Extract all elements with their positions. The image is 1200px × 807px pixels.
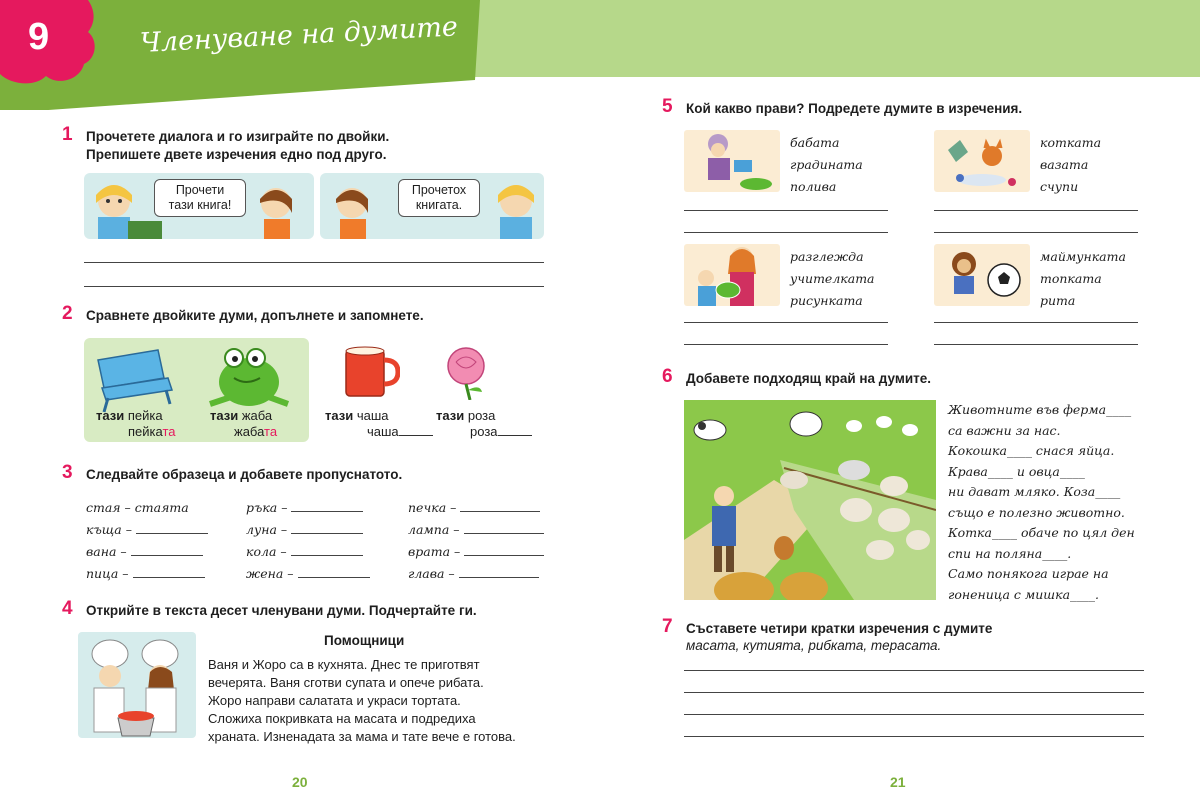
ex2-instruction: Сравнете двойките думи, допълнете и запомнете. — [86, 308, 424, 323]
ex6-instruction: Добавете подходящ край на думите. — [686, 371, 932, 386]
ex3-col2-row3 — [246, 544, 363, 559]
ex3-col1-row1: стая – стаята — [86, 500, 189, 515]
ex5-writing-line[interactable] — [934, 232, 1138, 233]
bubble-left-line1: Прочети — [175, 183, 225, 197]
grandma-picture — [684, 130, 780, 192]
ex3-blank[interactable] — [133, 577, 205, 578]
page-number-left: 20 — [292, 774, 308, 790]
ex3-col1-word2: къща – — [86, 522, 132, 537]
ex6-line: Крава____ и овца____ — [948, 463, 1085, 479]
rose-icon — [436, 344, 496, 400]
word-answer-4 — [470, 424, 532, 439]
group1-word: градината — [790, 157, 863, 172]
group4-words — [1040, 246, 1126, 312]
word-bench: пейка — [127, 408, 163, 423]
group1-word: полива — [790, 179, 837, 194]
cat-vase-picture — [934, 130, 1030, 192]
ex1-number: 1 — [62, 124, 73, 145]
ex6-number: 6 — [662, 366, 673, 387]
blank-line-rose[interactable] — [498, 435, 532, 436]
speech-bubble-right — [398, 179, 480, 217]
ex3-col2-row4 — [246, 566, 370, 581]
ex7-writing-line[interactable] — [684, 736, 1144, 737]
ex3-col3-row4 — [408, 566, 539, 581]
ex3-blank[interactable] — [464, 533, 544, 534]
ex3-blank[interactable] — [291, 555, 363, 556]
group2-word: вазата — [1040, 157, 1089, 172]
group4-word: топката — [1040, 271, 1102, 286]
bubble-right-line1: Прочетох — [411, 183, 467, 197]
ex6-text — [948, 400, 1135, 605]
group3-word: учителката — [790, 271, 875, 286]
frog-icon — [210, 349, 288, 406]
word-mug-base: чаша — [367, 424, 399, 439]
ex6-line: спи на поляна____. — [948, 545, 1072, 561]
group2-word: котката — [1040, 135, 1102, 150]
word-this-2: тази — [210, 408, 239, 423]
ex3-col2-word1: ръка – — [246, 500, 288, 515]
word-bench-base: пейка — [128, 424, 163, 439]
word-this-3: тази — [325, 408, 354, 423]
ex3-col1-row3 — [86, 544, 203, 559]
ex3-instruction: Следвайте образеца и добавете пропуснатото. — [86, 467, 403, 482]
ex5-instruction: Кой какво прави? Подредете думите в изречения. — [686, 101, 1023, 116]
ex5-writing-line[interactable] — [684, 232, 888, 233]
story-text — [208, 656, 516, 746]
ex3-col2-word2: луна – — [246, 522, 288, 537]
ex3-col2-word3: кола – — [246, 544, 287, 559]
word-answer-3 — [367, 424, 433, 439]
story-title: Помощници — [324, 633, 405, 648]
word-frog-base: жаба — [234, 424, 265, 439]
story-line: Жоро направи салатата и украси тортата. — [208, 693, 461, 708]
ex3-blank[interactable] — [298, 577, 370, 578]
monkey-ball-picture — [934, 244, 1030, 306]
word-pair-4 — [436, 408, 495, 423]
word-frog: жаба — [241, 408, 273, 423]
lesson-number-badge — [0, 0, 100, 90]
ex3-col1-row4 — [86, 566, 205, 581]
group1-words — [790, 132, 863, 198]
ex3-col3-row1 — [408, 500, 540, 515]
ex3-number: 3 — [62, 462, 73, 483]
group2-word: счупи — [1040, 179, 1079, 194]
ex1-writing-line-2[interactable] — [84, 286, 544, 287]
ex3-col3-word3: врата – — [408, 544, 461, 559]
ex3-blank[interactable] — [291, 511, 363, 512]
bubble-right-line2: книгата. — [415, 198, 463, 212]
group3-words — [790, 246, 875, 312]
speech-bubble-left — [154, 179, 246, 217]
story-line: вечерята. Ваня сготви супата и опече рибата. — [208, 675, 484, 690]
word-frog-suffix: та — [264, 424, 278, 439]
word-pair-2 — [210, 408, 272, 423]
ex3-col1-word3: вана – — [86, 544, 127, 559]
ex6-line: Само понякога играе на — [948, 566, 1109, 581]
ex7-writing-line[interactable] — [684, 670, 1144, 671]
cooks-illustration — [78, 632, 196, 738]
teacher-picture — [684, 244, 780, 306]
word-rose: роза — [467, 408, 496, 423]
group4-word: рита — [1040, 293, 1076, 308]
group2-words — [1040, 132, 1101, 198]
ex3-col3-word4: глава – — [408, 566, 455, 581]
ex3-blank[interactable] — [291, 533, 363, 534]
story-line: Ваня и Жоро са в кухнята. Днес те приготвят — [208, 657, 480, 672]
ex3-col1-word4: пица – — [86, 566, 129, 581]
ex3-col3-word2: лампа – — [408, 522, 460, 537]
group3-word: разглежда — [790, 249, 864, 264]
ex7-instruction: Съставете четири кратки изречения с думите — [686, 621, 993, 636]
ex1-instruction-line1: Прочетете диалога и го изиграйте по двойки. — [86, 129, 390, 144]
mug-icon — [340, 344, 400, 400]
ex1-instruction-line2: Препишете двете изречения едно под друго. — [86, 147, 387, 162]
ex3-blank[interactable] — [136, 533, 208, 534]
farm-illustration — [684, 400, 936, 600]
ex7-words: масата, кутията, рибката, терасата. — [686, 638, 942, 653]
word-bench-suffix: та — [162, 424, 176, 439]
story-line: храната. Изненадата за мама и тате вече е готова. — [208, 729, 516, 744]
ex7-writing-line[interactable] — [684, 692, 1144, 693]
lesson-title: Членуване на думите — [139, 11, 459, 59]
ex5-writing-line[interactable] — [684, 210, 888, 211]
ex6-line: са важни за нас. — [948, 422, 1061, 438]
group1-word: бабата — [790, 135, 840, 150]
ex3-blank[interactable] — [459, 577, 539, 578]
page-number-right: 21 — [890, 774, 906, 790]
ex3-col3-row2 — [408, 522, 544, 537]
ex3-col1-row2 — [86, 522, 208, 537]
ex5-writing-line[interactable] — [934, 344, 1138, 345]
ex3-col3-row3 — [408, 544, 544, 559]
ex6-line: Кокошка____ снася яйца. — [948, 443, 1115, 458]
ex5-writing-line[interactable] — [934, 210, 1138, 211]
blank-line-mug[interactable] — [399, 435, 433, 436]
word-answer-2 — [234, 424, 277, 439]
ex7-number: 7 — [662, 616, 673, 637]
group4-word: маймунката — [1040, 249, 1126, 264]
ex6-line: гоненица с мишка____. — [948, 586, 1100, 602]
ex6-line: Животните във ферма____ — [948, 402, 1132, 417]
ex1-writing-line-1[interactable] — [84, 262, 544, 263]
ex2-green-card — [84, 338, 309, 442]
story-line: Сложиха покривката на масата и подредиха — [208, 711, 476, 726]
ex6-line: ни дават мляко. Коза____ — [948, 484, 1121, 499]
ex4-instruction: Открийте в текста десет членувани думи. Подчертайте ги. — [86, 603, 477, 618]
ex5-writing-line[interactable] — [684, 322, 888, 323]
word-this-1: тази — [96, 408, 125, 423]
word-answer-1 — [128, 424, 176, 439]
ex3-col2-row1 — [246, 500, 363, 515]
ex3-col2-word4: жена – — [246, 566, 294, 581]
ex6-line: също е полезно животно. — [948, 504, 1125, 520]
ex4-number: 4 — [62, 598, 73, 619]
ex6-line: Котка____ обаче по цял ден — [948, 525, 1135, 540]
bench-icon — [98, 350, 172, 412]
bubble-left-line2: тази книга! — [168, 198, 232, 212]
ex5-writing-line[interactable] — [934, 322, 1138, 323]
word-this-4: тази — [436, 408, 465, 423]
lesson-number: 9 — [28, 16, 50, 58]
ex3-blank[interactable] — [131, 555, 203, 556]
ex7-writing-line[interactable] — [684, 714, 1144, 715]
word-mug: чаша — [356, 408, 389, 423]
word-rose-base: роза — [470, 424, 498, 439]
group3-word: рисунката — [790, 293, 863, 308]
ex2-number: 2 — [62, 303, 73, 324]
ex3-col2-row2 — [246, 522, 363, 537]
ex5-writing-line[interactable] — [684, 344, 888, 345]
ex3-col3-word1: печка – — [408, 500, 457, 515]
ex3-blank[interactable] — [464, 555, 544, 556]
word-pair-3 — [325, 408, 389, 423]
ex3-blank[interactable] — [460, 511, 540, 512]
word-pair-1 — [96, 408, 163, 423]
ex5-number: 5 — [662, 96, 673, 117]
